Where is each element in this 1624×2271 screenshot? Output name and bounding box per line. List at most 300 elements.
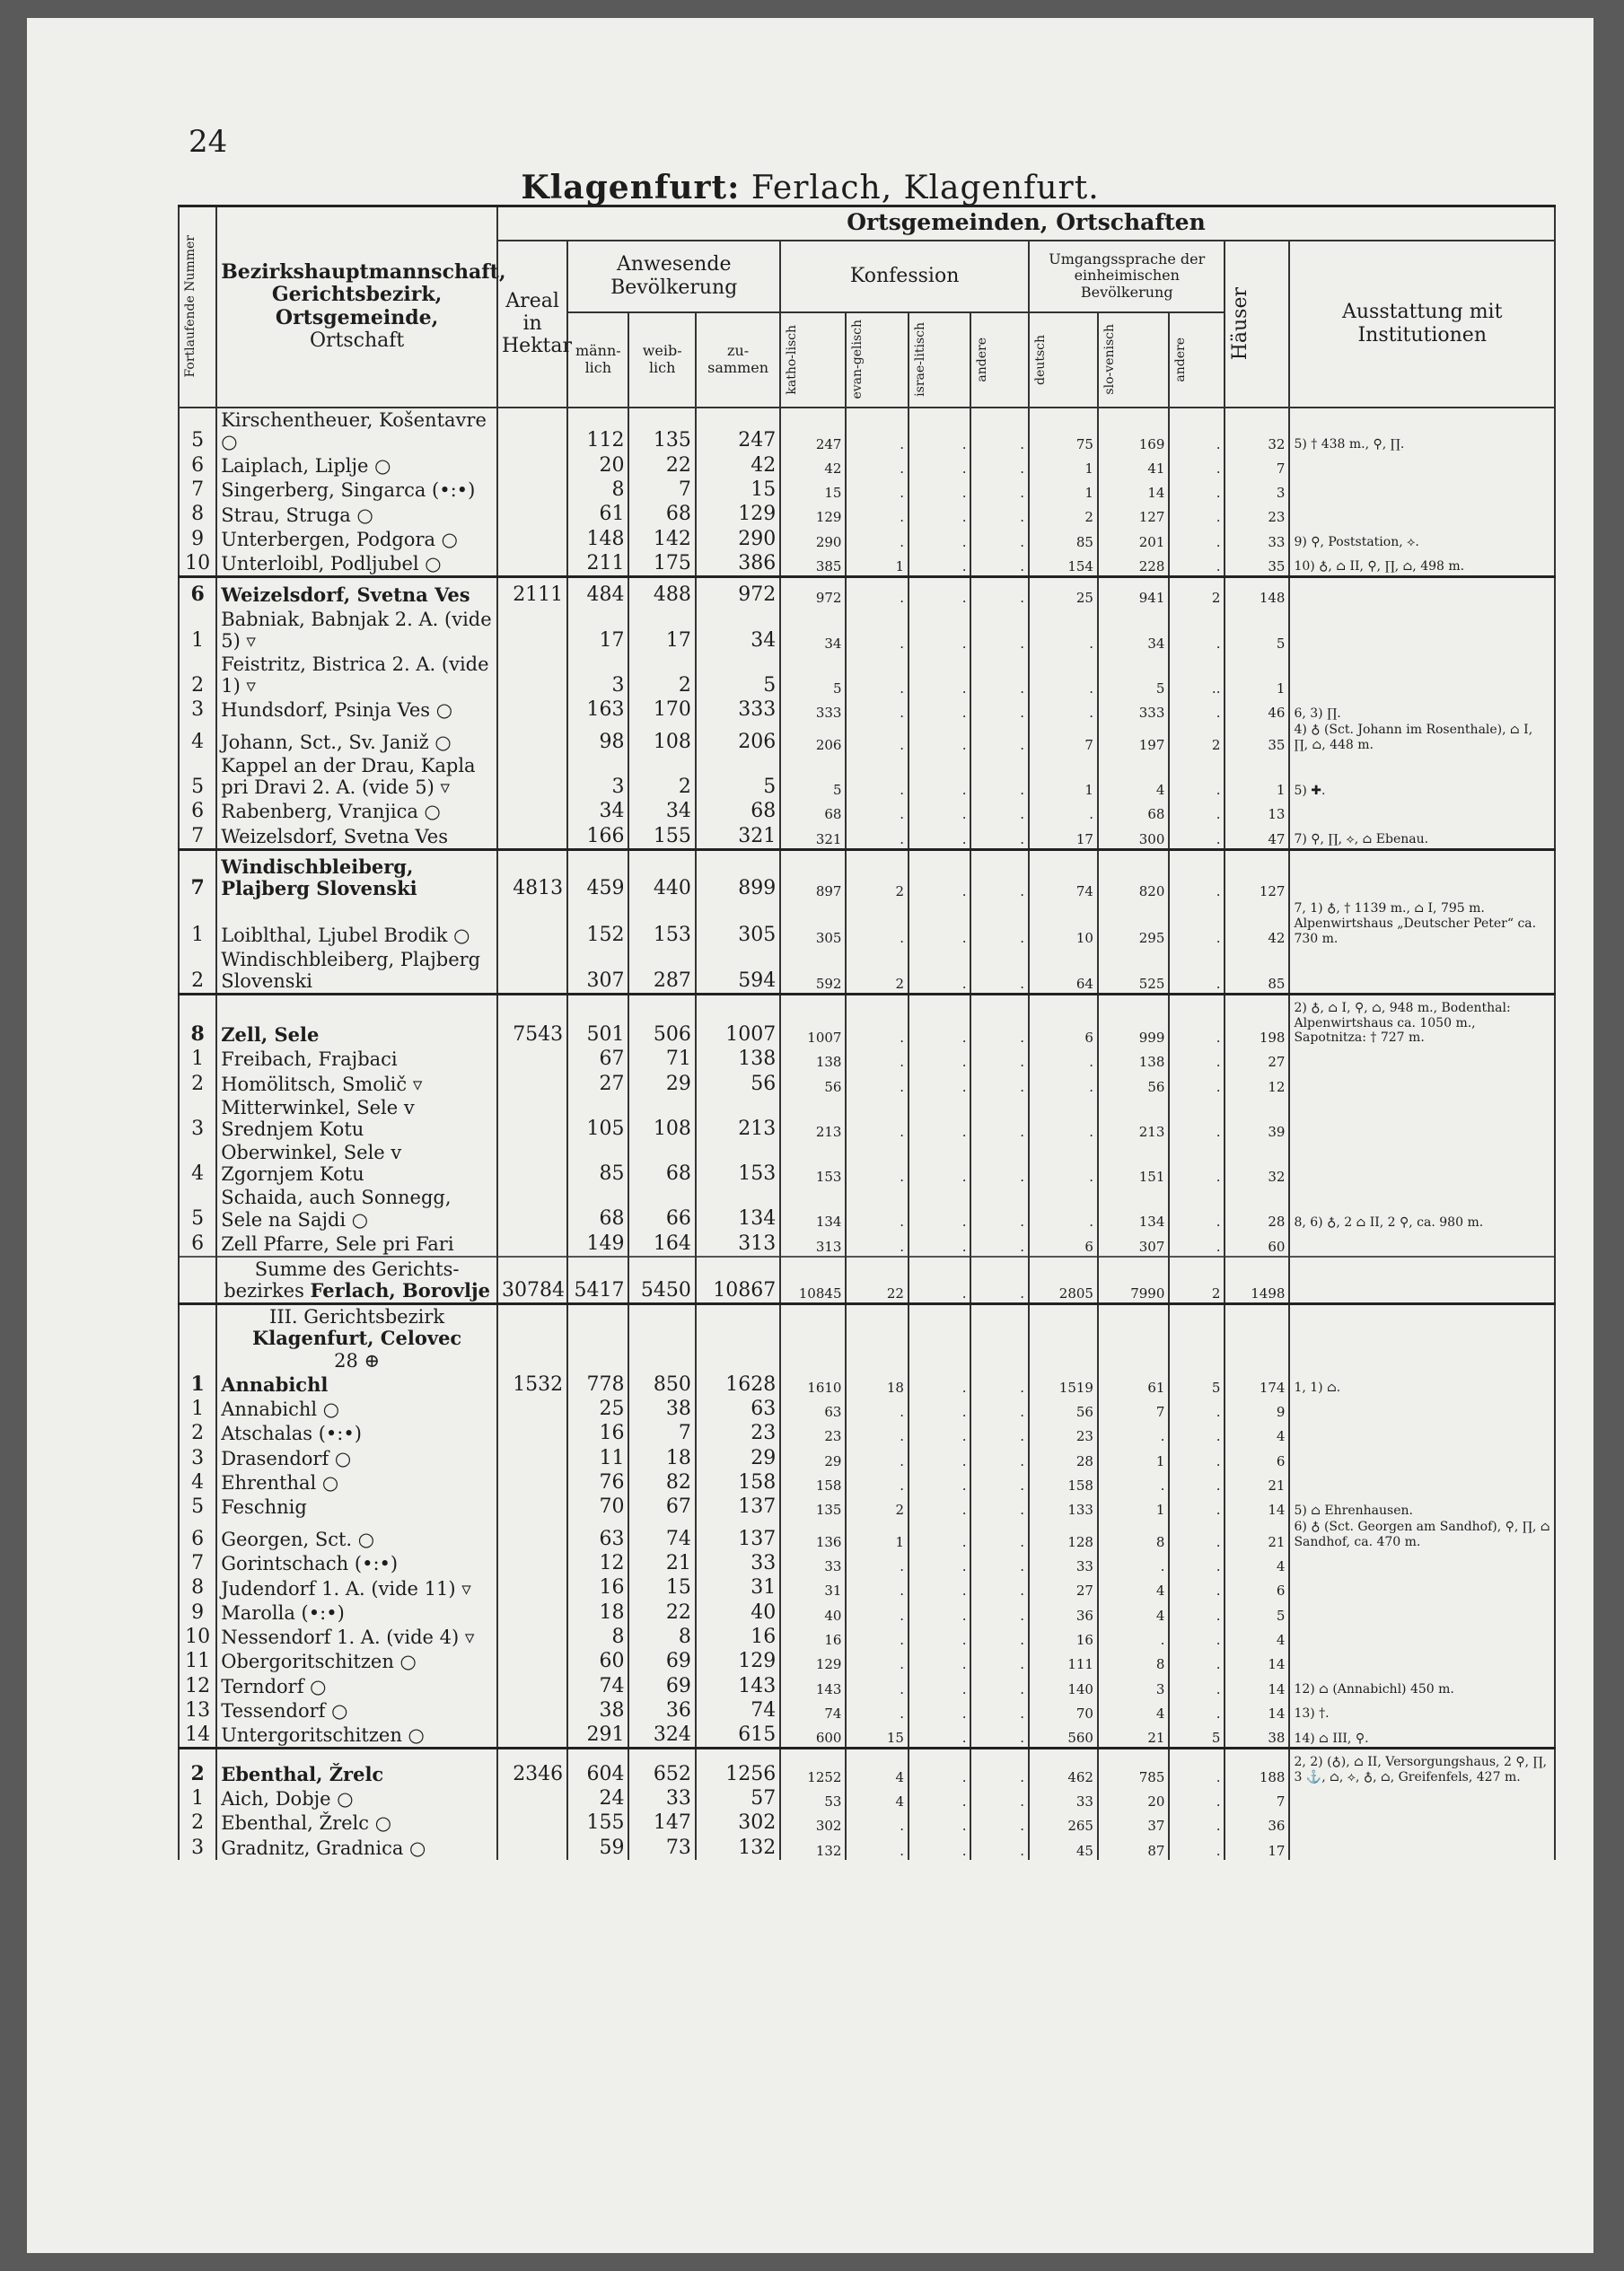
place-name: Zell Pfarre, Sele pri Fari xyxy=(216,1232,497,1257)
female: 850 xyxy=(628,1372,695,1397)
israelite: . xyxy=(909,722,971,754)
israelite: . xyxy=(909,608,971,653)
header-houses: Häuser xyxy=(1225,241,1289,408)
evangelical: . xyxy=(846,1421,909,1445)
running-title xyxy=(27,169,1593,206)
other-confession: . xyxy=(970,1096,1029,1141)
remark: 7) ⚲, ∏, ⟡, ⌂ Ebenau. xyxy=(1289,824,1555,850)
israelite: . xyxy=(909,527,971,551)
remark xyxy=(1289,1421,1555,1445)
male: 34 xyxy=(567,799,628,823)
row-number: 7 xyxy=(179,849,216,900)
israelite: . xyxy=(909,1397,971,1421)
israelite: . xyxy=(909,1372,971,1397)
table-row xyxy=(179,1749,1555,1786)
catholic: 592 xyxy=(780,948,846,995)
catholic: 56 xyxy=(780,1072,846,1096)
houses: 1 xyxy=(1225,754,1289,799)
slovene: 169 xyxy=(1098,408,1169,453)
male: 3 xyxy=(567,754,628,799)
row-number: 2 xyxy=(179,1811,216,1835)
evangelical: . xyxy=(846,653,909,697)
area: 1532 xyxy=(497,1372,567,1397)
row-number: 1 xyxy=(179,608,216,653)
other-language: . xyxy=(1169,1811,1225,1835)
female: 170 xyxy=(628,697,695,722)
female: 147 xyxy=(628,1811,695,1835)
place-name: Obergoritschitzen ○ xyxy=(216,1649,497,1673)
slovene: 228 xyxy=(1098,551,1169,577)
slovene: 1 xyxy=(1098,1446,1169,1470)
israelite: . xyxy=(909,1723,971,1749)
table-body-ferlach xyxy=(179,408,1555,1257)
place-name: Schaida, auch Sonnegg, Sele na Sajdi ○ xyxy=(216,1186,497,1231)
catholic: 135 xyxy=(780,1495,846,1519)
table-body-klagenfurt xyxy=(179,1372,1555,1860)
female: 68 xyxy=(628,1141,695,1186)
houses: 38 xyxy=(1225,1723,1289,1749)
page-number: 24 xyxy=(189,124,228,160)
other-confession: . xyxy=(970,1786,1029,1811)
other-language: 5 xyxy=(1169,1372,1225,1397)
remark xyxy=(1289,849,1555,900)
remark: 8, 6) ♁, 2 ⌂ II, 2 ⚲, ca. 980 m. xyxy=(1289,1186,1555,1231)
sum-slovene: 7990 xyxy=(1098,1257,1169,1304)
male: 459 xyxy=(567,849,628,900)
place-name: Loiblthal, Ljubel Brodik ○ xyxy=(216,900,497,947)
other-confession: . xyxy=(970,754,1029,799)
total: 899 xyxy=(696,849,780,900)
evangelical: 2 xyxy=(846,1495,909,1519)
male: 70 xyxy=(567,1495,628,1519)
male: 25 xyxy=(567,1397,628,1421)
remark xyxy=(1289,608,1555,653)
other-confession: . xyxy=(970,1575,1029,1600)
german: 6 xyxy=(1029,994,1098,1047)
other-language: . xyxy=(1169,799,1225,823)
place-name: Feistritz, Bistrica 2. A. (vide 1) ▿ xyxy=(216,653,497,697)
table-row xyxy=(179,1811,1555,1835)
evangelical: . xyxy=(846,1470,909,1495)
area xyxy=(497,1600,567,1625)
german: 28 xyxy=(1029,1446,1098,1470)
evangelical: 2 xyxy=(846,849,909,900)
evangelical: 2 xyxy=(846,948,909,995)
female: 69 xyxy=(628,1674,695,1698)
israelite: . xyxy=(909,1786,971,1811)
other-language: . xyxy=(1169,1836,1225,1860)
israelite: . xyxy=(909,1495,971,1519)
running-title-bold: Klagenfurt: xyxy=(521,169,741,206)
slovene: 127 xyxy=(1098,502,1169,526)
female: 2 xyxy=(628,754,695,799)
area xyxy=(497,478,567,502)
remark xyxy=(1289,1397,1555,1421)
row-number: 9 xyxy=(179,527,216,551)
header-israelite: israe-litisch xyxy=(909,312,971,408)
german: 1 xyxy=(1029,754,1098,799)
total: 34 xyxy=(696,608,780,653)
total: 153 xyxy=(696,1141,780,1186)
sum-other-language: 2 xyxy=(1169,1257,1225,1304)
female: 15 xyxy=(628,1575,695,1600)
total: 40 xyxy=(696,1600,780,1625)
area: 2111 xyxy=(497,577,567,608)
sum-evangelical: 22 xyxy=(846,1257,909,1304)
female: 2 xyxy=(628,653,695,697)
area xyxy=(497,1047,567,1071)
table-row xyxy=(179,1397,1555,1421)
houses: 3 xyxy=(1225,478,1289,502)
other-confession: . xyxy=(970,1072,1029,1096)
female: 324 xyxy=(628,1723,695,1749)
other-confession: . xyxy=(970,1698,1029,1723)
other-confession: . xyxy=(970,1141,1029,1186)
remark: 12) ⌂ (Annabichl) 450 m. xyxy=(1289,1674,1555,1698)
other-language: . xyxy=(1169,1047,1225,1071)
catholic: 305 xyxy=(780,900,846,947)
evangelical: . xyxy=(846,1186,909,1231)
houses: 14 xyxy=(1225,1698,1289,1723)
remark xyxy=(1289,948,1555,995)
male: 291 xyxy=(567,1723,628,1749)
catholic: 5 xyxy=(780,653,846,697)
remark xyxy=(1289,1141,1555,1186)
houses: 174 xyxy=(1225,1372,1289,1397)
table-row xyxy=(179,1600,1555,1625)
area xyxy=(497,1096,567,1141)
header-admin-line1: Bezirkshauptmannschaft, xyxy=(221,260,506,285)
other-confession: . xyxy=(970,1232,1029,1257)
place-name: Terndorf ○ xyxy=(216,1674,497,1698)
german: 33 xyxy=(1029,1786,1098,1811)
houses: 14 xyxy=(1225,1495,1289,1519)
german: 64 xyxy=(1029,948,1098,995)
sum-other-confession: . xyxy=(970,1257,1029,1304)
remark xyxy=(1289,1446,1555,1470)
male: 3 xyxy=(567,653,628,697)
row-number: 2 xyxy=(179,653,216,697)
female: 82 xyxy=(628,1470,695,1495)
remark xyxy=(1289,1786,1555,1811)
other-confession: . xyxy=(970,453,1029,478)
area xyxy=(497,1072,567,1096)
area xyxy=(497,1698,567,1723)
other-confession: . xyxy=(970,1519,1029,1551)
slovene: 201 xyxy=(1098,527,1169,551)
catholic: 247 xyxy=(780,408,846,453)
houses: 13 xyxy=(1225,799,1289,823)
table-row xyxy=(179,754,1555,799)
slovene: 3 xyxy=(1098,1674,1169,1698)
header-admin-line3: Ortsgemeinde, xyxy=(275,305,439,329)
total: 615 xyxy=(696,1723,780,1749)
german: 1 xyxy=(1029,453,1098,478)
evangelical: 15 xyxy=(846,1723,909,1749)
other-confession: . xyxy=(970,799,1029,823)
evangelical: . xyxy=(846,900,909,947)
male: 112 xyxy=(567,408,628,453)
houses: 42 xyxy=(1225,900,1289,947)
row-number: 7 xyxy=(179,824,216,850)
slovene: . xyxy=(1098,1421,1169,1445)
male: 38 xyxy=(567,1698,628,1723)
israelite: . xyxy=(909,1186,971,1231)
remark: 6, 3) ∏. xyxy=(1289,697,1555,722)
other-language: . xyxy=(1169,408,1225,453)
other-language: 2 xyxy=(1169,722,1225,754)
area xyxy=(497,799,567,823)
german: 158 xyxy=(1029,1470,1098,1495)
female: 33 xyxy=(628,1786,695,1811)
total: 213 xyxy=(696,1096,780,1141)
male: 24 xyxy=(567,1786,628,1811)
evangelical: . xyxy=(846,722,909,754)
slovene: 8 xyxy=(1098,1519,1169,1551)
evangelical: . xyxy=(846,1674,909,1698)
table-row xyxy=(179,408,1555,453)
evangelical: . xyxy=(846,1575,909,1600)
other-language: . xyxy=(1169,697,1225,722)
israelite: . xyxy=(909,1047,971,1071)
other-language: . xyxy=(1169,1575,1225,1600)
male: 98 xyxy=(567,722,628,754)
other-confession: . xyxy=(970,408,1029,453)
remark: 4) ♁ (Sct. Johann im Rosenthale), ⌂ I, ∏, ⌂, 448 m. xyxy=(1289,722,1555,754)
male: 152 xyxy=(567,900,628,947)
place-name: Gorintschach (•:•) xyxy=(216,1551,497,1575)
catholic: 143 xyxy=(780,1674,846,1698)
total: 16 xyxy=(696,1625,780,1649)
area xyxy=(497,551,567,577)
german: . xyxy=(1029,1047,1098,1071)
remark: 6) ♁ (Sct. Georgen am Sandhof), ⚲, ∏, ⌂ Sandhof, ca. 470 m. xyxy=(1289,1519,1555,1551)
place-name: Windischbleiberg, Plajberg Slovenski xyxy=(216,948,497,995)
catholic: 63 xyxy=(780,1397,846,1421)
table-row xyxy=(179,1141,1555,1186)
evangelical: . xyxy=(846,1096,909,1141)
area xyxy=(497,1141,567,1186)
catholic: 15 xyxy=(780,478,846,502)
other-confession: . xyxy=(970,1047,1029,1071)
table-row xyxy=(179,799,1555,823)
place-name: Weizelsdorf, Svetna Ves xyxy=(216,577,497,608)
sum-area: 30784 xyxy=(497,1257,567,1304)
israelite: . xyxy=(909,408,971,453)
table-row xyxy=(179,1372,1555,1397)
remark xyxy=(1289,502,1555,526)
houses: 7 xyxy=(1225,453,1289,478)
slovene: 20 xyxy=(1098,1786,1169,1811)
evangelical: . xyxy=(846,478,909,502)
row-number: 10 xyxy=(179,1625,216,1649)
other-language: . xyxy=(1169,1421,1225,1445)
total: 321 xyxy=(696,824,780,850)
male: 67 xyxy=(567,1047,628,1071)
row-number: 6 xyxy=(179,799,216,823)
female: 69 xyxy=(628,1649,695,1673)
remark: 5) ⌂ Ehrenhausen. xyxy=(1289,1495,1555,1519)
header-admin-line4: Ortschaft xyxy=(309,329,405,353)
other-language: . xyxy=(1169,502,1225,526)
houses: 28 xyxy=(1225,1186,1289,1231)
slovene: . xyxy=(1098,1551,1169,1575)
slovene: 8 xyxy=(1098,1649,1169,1673)
catholic: 313 xyxy=(780,1232,846,1257)
other-confession: . xyxy=(970,824,1029,850)
male: 8 xyxy=(567,478,628,502)
total: 56 xyxy=(696,1072,780,1096)
german: 56 xyxy=(1029,1397,1098,1421)
male: 8 xyxy=(567,1625,628,1649)
houses: 198 xyxy=(1225,994,1289,1047)
total: 129 xyxy=(696,502,780,526)
german: 1519 xyxy=(1029,1372,1098,1397)
evangelical: . xyxy=(846,1698,909,1723)
evangelical: . xyxy=(846,453,909,478)
table-row xyxy=(179,849,1555,900)
slovene: 134 xyxy=(1098,1186,1169,1231)
israelite: . xyxy=(909,502,971,526)
total: 57 xyxy=(696,1786,780,1811)
other-language: . xyxy=(1169,900,1225,947)
catholic: 600 xyxy=(780,1723,846,1749)
slovene: 525 xyxy=(1098,948,1169,995)
israelite: . xyxy=(909,994,971,1047)
german: 7 xyxy=(1029,722,1098,754)
row-number: 1 xyxy=(179,1397,216,1421)
table-sum xyxy=(179,1257,1555,1304)
area xyxy=(497,1811,567,1835)
german: 1 xyxy=(1029,478,1098,502)
total: 206 xyxy=(696,722,780,754)
houses: 21 xyxy=(1225,1519,1289,1551)
table-row xyxy=(179,994,1555,1047)
evangelical: 1 xyxy=(846,1519,909,1551)
slovene: 14 xyxy=(1098,478,1169,502)
female: 108 xyxy=(628,722,695,754)
german: 36 xyxy=(1029,1600,1098,1625)
place-name: Annabichl ○ xyxy=(216,1397,497,1421)
remark: 7, 1) ♁, † 1139 m., ⌂ I, 795 m. Alpenwirtshaus „Deutscher Peter“ ca. 730 m. xyxy=(1289,900,1555,947)
area xyxy=(497,1723,567,1749)
male: 155 xyxy=(567,1811,628,1835)
area xyxy=(497,1470,567,1495)
catholic: 1252 xyxy=(780,1749,846,1786)
female: 7 xyxy=(628,478,695,502)
israelite: . xyxy=(909,478,971,502)
slovene: 295 xyxy=(1098,900,1169,947)
table-row xyxy=(179,527,1555,551)
female: 155 xyxy=(628,824,695,850)
place-name: Weizelsdorf, Svetna Ves xyxy=(216,824,497,850)
slovene: 1 xyxy=(1098,1495,1169,1519)
evangelical: . xyxy=(846,1047,909,1071)
sum-female: 5450 xyxy=(628,1257,695,1304)
total: 143 xyxy=(696,1674,780,1698)
catholic: 213 xyxy=(780,1096,846,1141)
catholic: 129 xyxy=(780,1649,846,1673)
other-language: . xyxy=(1169,1649,1225,1673)
other-confession: . xyxy=(970,1421,1029,1445)
israelite: . xyxy=(909,1749,971,1786)
row-number: 7 xyxy=(179,478,216,502)
houses: 35 xyxy=(1225,722,1289,754)
row-number: 11 xyxy=(179,1649,216,1673)
area xyxy=(497,1397,567,1421)
section-heading xyxy=(179,1304,1555,1372)
row-number: 4 xyxy=(179,722,216,754)
male: 166 xyxy=(567,824,628,850)
total: 129 xyxy=(696,1649,780,1673)
other-confession: . xyxy=(970,1372,1029,1397)
evangelical: . xyxy=(846,697,909,722)
catholic: 1610 xyxy=(780,1372,846,1397)
place-name: Rabenberg, Vranjica ○ xyxy=(216,799,497,823)
table-row xyxy=(179,453,1555,478)
area xyxy=(497,1786,567,1811)
other-confession: . xyxy=(970,948,1029,995)
table-row xyxy=(179,1186,1555,1231)
remark: 13) †. xyxy=(1289,1698,1555,1723)
area: 4813 xyxy=(497,849,567,900)
catholic: 136 xyxy=(780,1519,846,1551)
male: 85 xyxy=(567,1141,628,1186)
area xyxy=(497,1575,567,1600)
houses: 36 xyxy=(1225,1811,1289,1835)
other-confession: . xyxy=(970,994,1029,1047)
row-number: 6 xyxy=(179,1232,216,1257)
other-language: . xyxy=(1169,1232,1225,1257)
row-number: 6 xyxy=(179,453,216,478)
houses: 17 xyxy=(1225,1836,1289,1860)
female: 175 xyxy=(628,551,695,577)
area xyxy=(497,1186,567,1231)
german: . xyxy=(1029,1186,1098,1231)
row-number: 3 xyxy=(179,1836,216,1860)
evangelical: . xyxy=(846,502,909,526)
header-admin-line2: Gerichtsbezirk, xyxy=(271,283,443,307)
houses: 23 xyxy=(1225,502,1289,526)
other-language: . xyxy=(1169,1600,1225,1625)
catholic: 138 xyxy=(780,1047,846,1071)
israelite: . xyxy=(909,1698,971,1723)
remark xyxy=(1289,453,1555,478)
male: 105 xyxy=(567,1096,628,1141)
row-number: 1 xyxy=(179,900,216,947)
catholic: 972 xyxy=(780,577,846,608)
other-confession: . xyxy=(970,1749,1029,1786)
remark xyxy=(1289,799,1555,823)
german: 70 xyxy=(1029,1698,1098,1723)
other-confession: . xyxy=(970,1186,1029,1231)
other-confession: . xyxy=(970,1674,1029,1698)
male: 12 xyxy=(567,1551,628,1575)
houses: 188 xyxy=(1225,1749,1289,1786)
german: . xyxy=(1029,1072,1098,1096)
place-name: Gradnitz, Gradnica ○ xyxy=(216,1836,497,1860)
other-language: . xyxy=(1169,948,1225,995)
table-row xyxy=(179,697,1555,722)
sum-german: 2805 xyxy=(1029,1257,1098,1304)
area: 7543 xyxy=(497,994,567,1047)
evangelical: . xyxy=(846,1072,909,1096)
total: 23 xyxy=(696,1421,780,1445)
other-confession: . xyxy=(970,722,1029,754)
total: 68 xyxy=(696,799,780,823)
houses: 35 xyxy=(1225,551,1289,577)
row-number: 6 xyxy=(179,577,216,608)
